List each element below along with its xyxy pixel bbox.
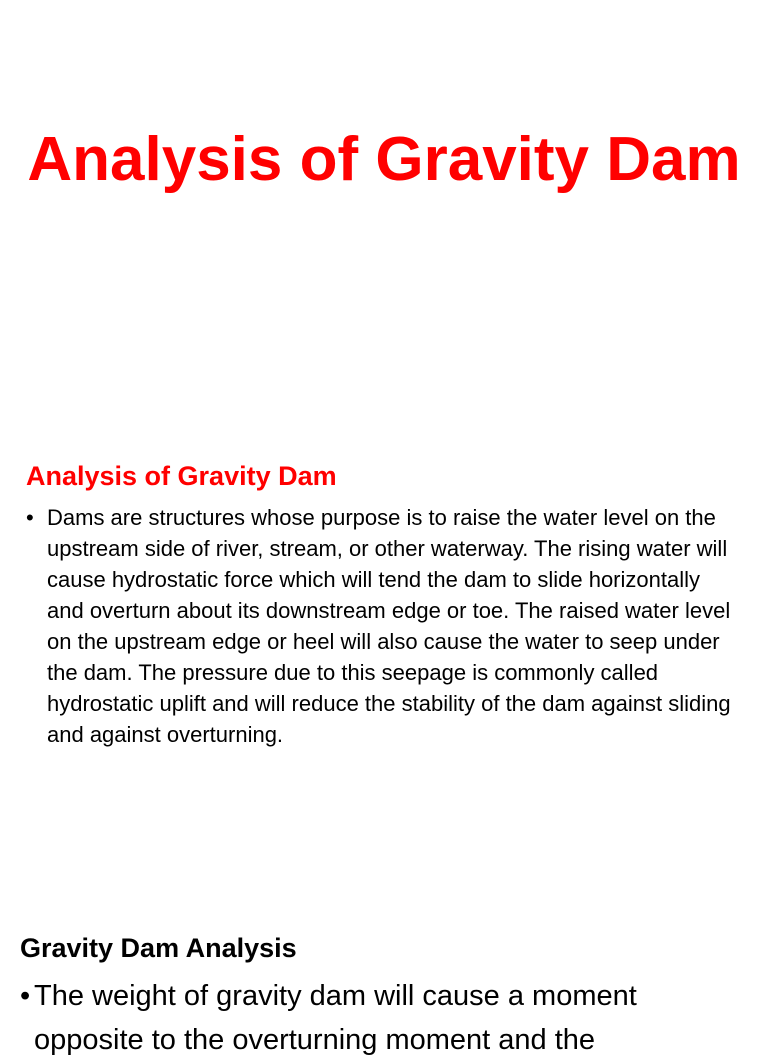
slide-heading: Gravity Dam Analysis [20,933,297,963]
bullet-list [20,974,750,1062]
bullet-icon: • [20,980,31,1012]
slide-title [0,0,768,430]
bullet-icon: • [26,505,34,530]
bullet-list [26,502,736,750]
slide-heading: Analysis of Gravity Dam [26,461,337,491]
bullet-item [20,974,750,1062]
bullet-text: Dams are structures whose purpose is to raise the water level on the upstream side of river, stream, or other waterway. The rising water will cause hydrostatic force which will tend the dam to slide horizontally and overturn about its downstream edge or toe. The raised water level on the upstream edge or heel will also cause the water to seep under the dam. The pressure due to this seepage is commonly called hydrostatic uplift and will reduce the stability of the dam against sliding and against overturning. [47,505,731,747]
slide-title-heading: Analysis of Gravity Dam [27,125,741,194]
bullet-text: The weight of gravity dam will cause a moment opposite to the overturning moment and the [34,980,637,1056]
slide-analysis [0,440,768,860]
bullet-item [26,502,736,750]
slide-gravity-dam-analysis [0,912,768,1056]
